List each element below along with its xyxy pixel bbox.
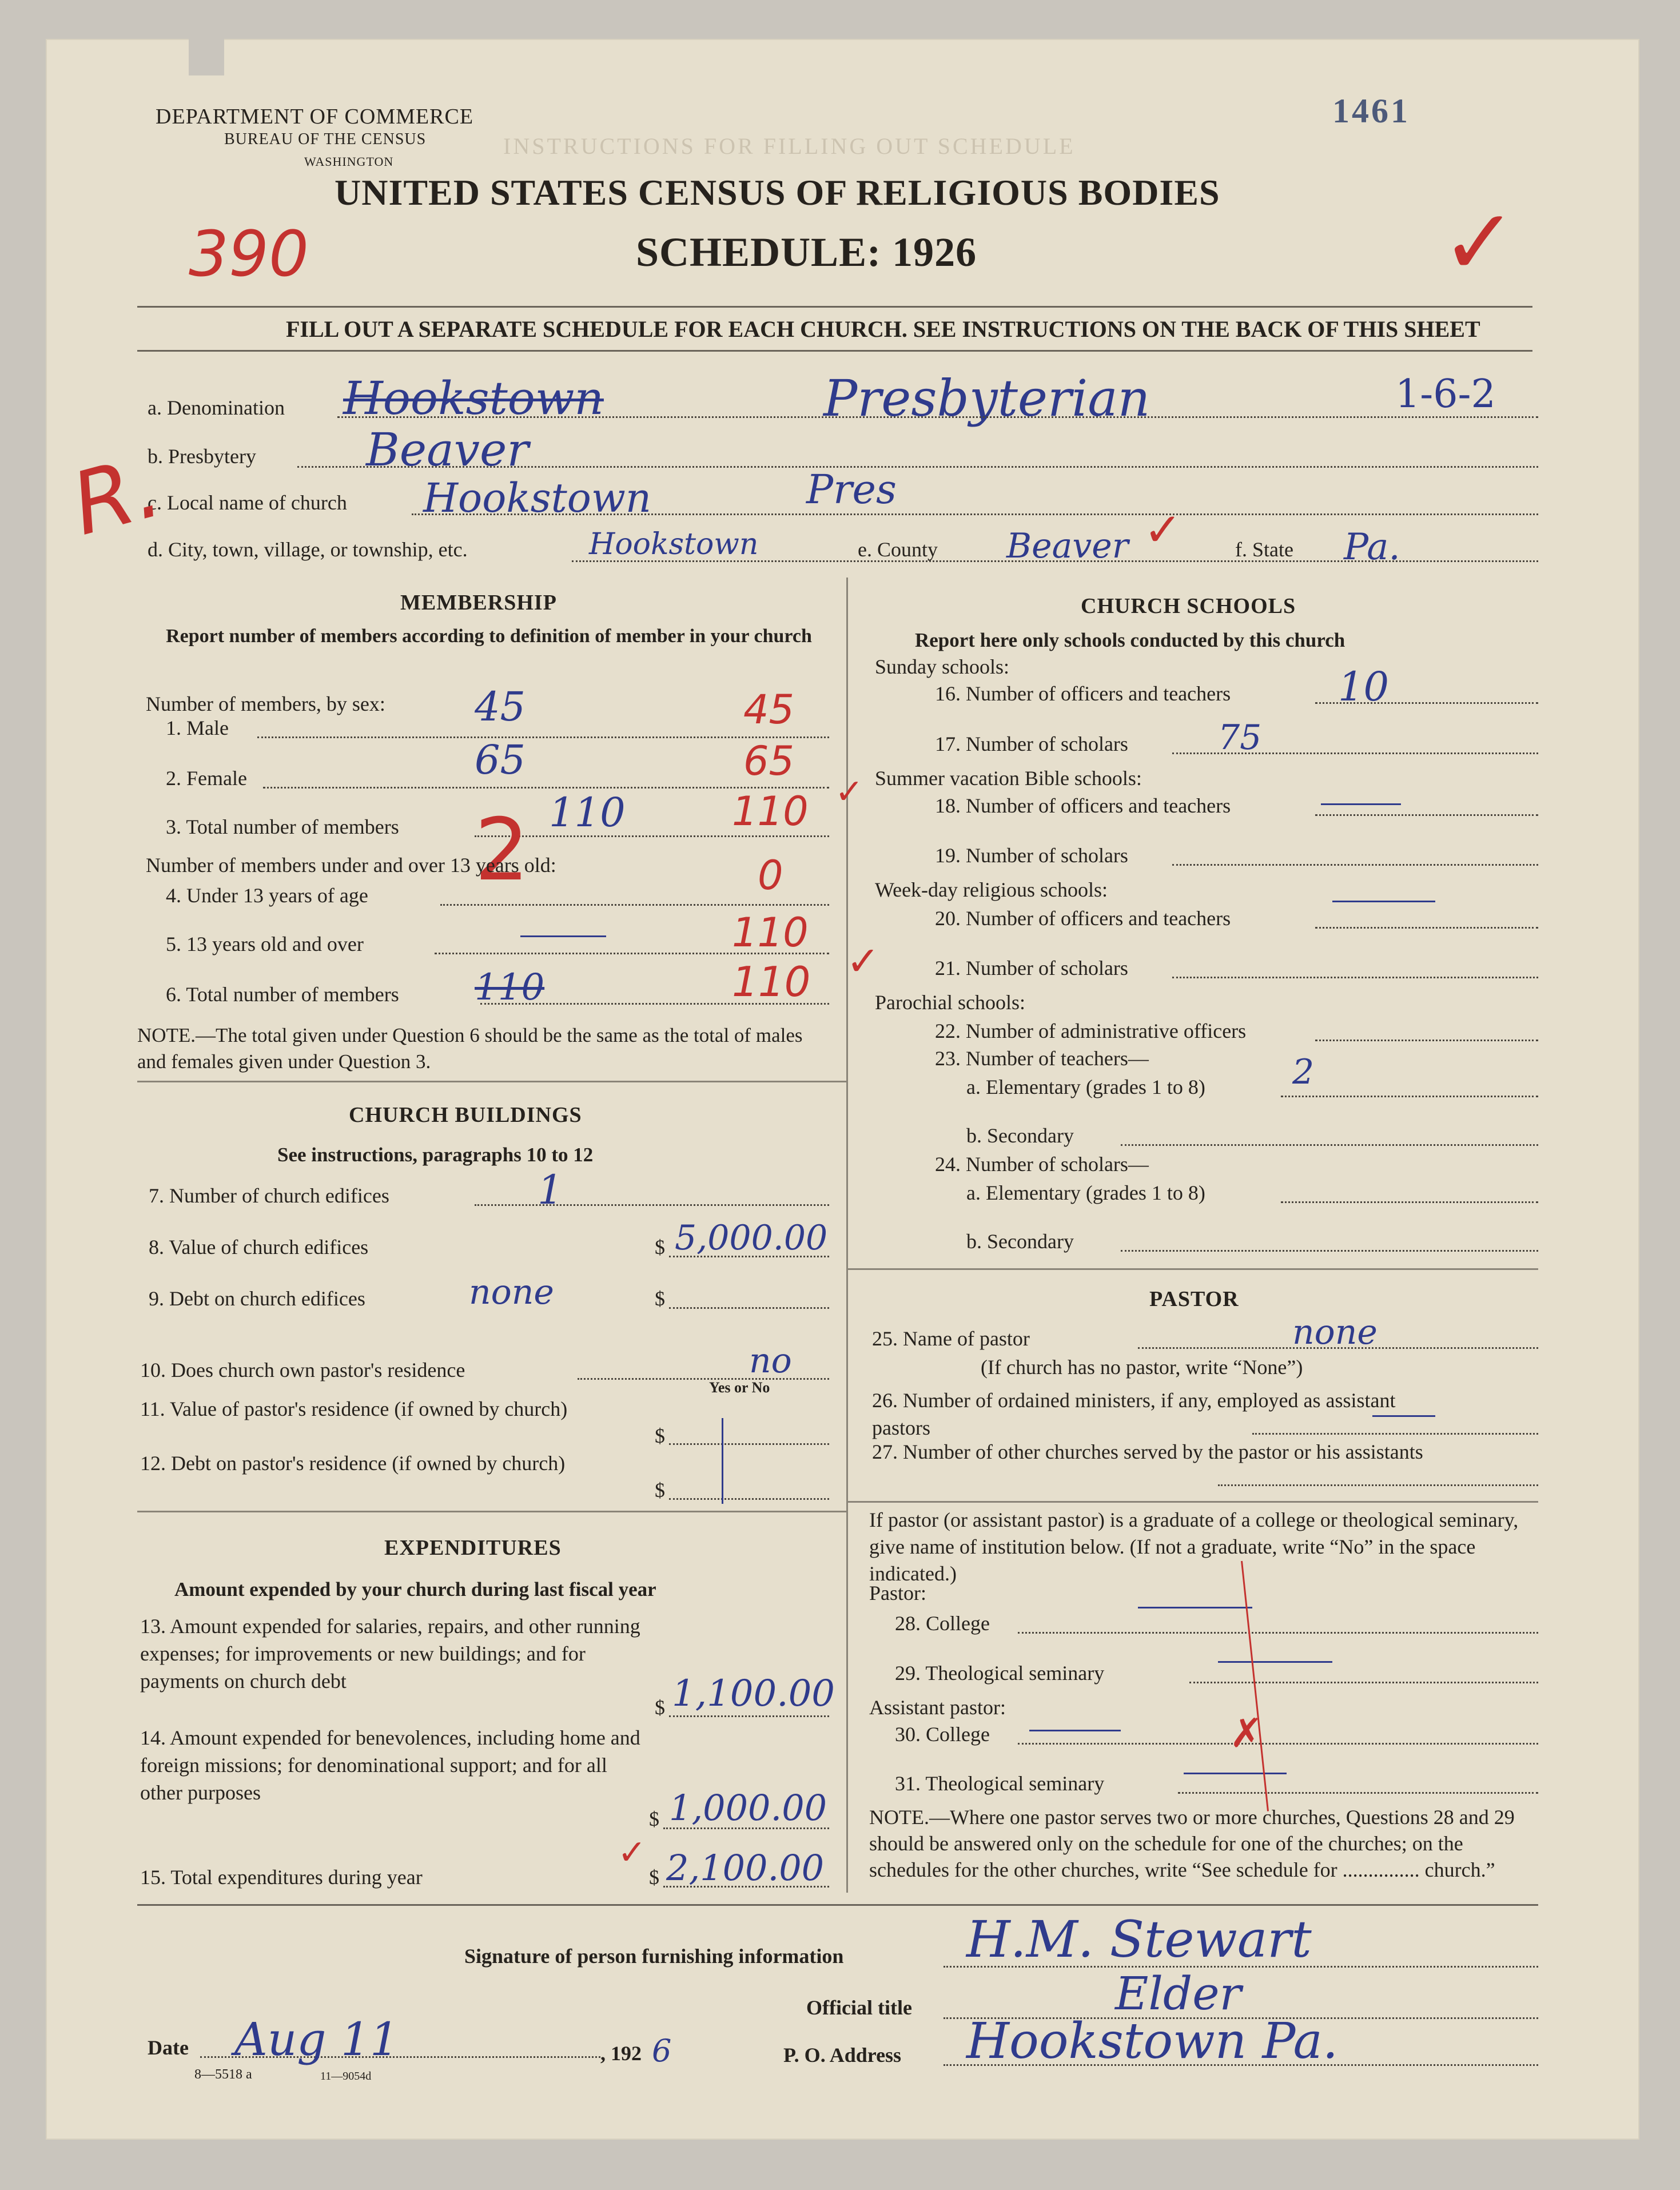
- q28-dash: [1138, 1607, 1252, 1608]
- pastor-rule: [846, 1501, 1538, 1503]
- q3-total-value[interactable]: 110: [549, 789, 626, 836]
- county-red-check: ✓: [1144, 503, 1183, 556]
- q13-value[interactable]: 1,100.00: [672, 1673, 835, 1715]
- q7-label: 7. Number of church edifices: [149, 1184, 389, 1207]
- q25-value[interactable]: none: [1292, 1312, 1378, 1352]
- q1-male-red: 45: [743, 686, 795, 733]
- q4-under13-red: 0: [758, 852, 783, 899]
- denomination-value[interactable]: Presbyterian: [823, 369, 1150, 428]
- q19-line: [1172, 864, 1538, 866]
- q18-line: [1315, 814, 1538, 816]
- presbytery-label: b. Presbytery: [148, 445, 256, 468]
- bureau-name: BUREAU OF THE CENSUS: [224, 130, 427, 148]
- county-value[interactable]: Beaver: [1006, 526, 1129, 566]
- date-value[interactable]: Aug 11: [234, 2013, 399, 2066]
- age-intro-label: Number of members under and over 13 years old:: [146, 854, 556, 877]
- q16-value[interactable]: 10: [1338, 663, 1390, 710]
- q15-label: 15. Total expenditures during year: [140, 1866, 423, 1889]
- q17-label: 17. Number of scholars: [935, 732, 1128, 755]
- date-label: Date: [148, 2036, 189, 2059]
- q31-label: 31. Theological seminary: [895, 1772, 1105, 1795]
- signature-label: Signature of person furnishing information: [464, 1945, 844, 1968]
- q12-line: [669, 1498, 829, 1500]
- q9-value[interactable]: none: [469, 1272, 554, 1312]
- q20-line: [1315, 927, 1538, 929]
- q14-label: 14. Amount expended for benevolences, including home and foreign missions; for denominational support; and for all other purposes: [140, 1726, 640, 1804]
- local-name-line: [412, 513, 1538, 515]
- presbytery-value[interactable]: Beaver: [366, 423, 529, 476]
- members-by-sex-label: Number of members, by sex:: [146, 692, 385, 715]
- q23b-line: [1121, 1144, 1538, 1146]
- pastor-note: NOTE.—Where one pastor serves two or more churches, Questions 28 and 29 should be answered only on the schedule for one of the churches; on the schedules for the other churches, write “See schedule for ............... church.”: [869, 1806, 1515, 1881]
- print-code: 11—9054d: [320, 2070, 372, 2083]
- q18-dash: [1321, 803, 1401, 805]
- q15-dollar: $: [649, 1866, 659, 1889]
- red-check-mark: ✓: [1441, 189, 1518, 296]
- q10-label: 10. Does church own pastor's residence: [140, 1359, 465, 1381]
- q6-total-label: 6. Total number of members: [166, 983, 399, 1006]
- q7-value[interactable]: 1: [538, 1166, 563, 1213]
- q16-label: 16. Number of officers and teachers: [935, 682, 1231, 705]
- q14-dollar: $: [649, 1807, 659, 1830]
- q27-label: 27. Number of other churches served by the pastor or his assistants: [872, 1440, 1423, 1463]
- county-label: e. County: [858, 538, 938, 561]
- q23-label: 23. Number of teachers—: [935, 1047, 1149, 1070]
- q4-line: [440, 904, 829, 906]
- q28-line: [1018, 1632, 1538, 1634]
- q23a-value[interactable]: 2: [1292, 1052, 1315, 1092]
- q26-dash: [1372, 1415, 1435, 1417]
- q24b-label: b. Secondary: [966, 1230, 1074, 1253]
- sunday-schools-label: Sunday schools:: [875, 655, 1010, 678]
- q3-total-label: 3. Total number of members: [166, 815, 399, 838]
- q28-label: 28. College: [895, 1612, 990, 1635]
- city-value[interactable]: Hookstown: [589, 527, 759, 562]
- q12-dollar: $: [655, 1479, 665, 1502]
- q31-line: [1178, 1792, 1538, 1794]
- q26-label: 26. Number of ordained ministers, if any, employed as assistant pastors: [872, 1389, 1396, 1439]
- year-prefix: , 192: [600, 2042, 642, 2065]
- membership-intro: Report number of members according to definition of member in your church: [166, 626, 812, 647]
- rule-bottom: [137, 350, 1532, 352]
- q25-hint: (If church has no pastor, write “None”): [981, 1356, 1303, 1379]
- buildings-heading: CHURCH BUILDINGS: [349, 1103, 582, 1127]
- schools-heading: CHURCH SCHOOLS: [1081, 594, 1296, 618]
- q21-line: [1172, 977, 1538, 978]
- expenditures-heading: EXPENDITURES: [384, 1536, 562, 1560]
- q15-value[interactable]: 2,100.00: [666, 1847, 825, 1889]
- q13-dollar: $: [655, 1696, 665, 1719]
- q29-label: 29. Theological seminary: [895, 1662, 1105, 1685]
- q14-red-tick: ✓: [618, 1833, 647, 1873]
- q2-female-label: 2. Female: [166, 767, 247, 790]
- red-initial: R.: [62, 436, 172, 555]
- q4-under13-label: 4. Under 13 years of age: [166, 884, 368, 907]
- footer-rule: [137, 1904, 1538, 1906]
- q7-line: [475, 1204, 829, 1206]
- presbytery-line: [297, 466, 1538, 468]
- expenditures-intro: Amount expended by your church during last fiscal year: [174, 1578, 656, 1600]
- denomination-crossed-value: Hookstown: [343, 372, 604, 425]
- bureau-city: WASHINGTON: [304, 154, 394, 169]
- q24-label: 24. Number of scholars—: [935, 1153, 1149, 1176]
- year-suffix[interactable]: 6: [652, 2033, 672, 2069]
- official-title-value[interactable]: Elder: [1115, 1967, 1241, 2020]
- q30-dash: [1029, 1730, 1121, 1731]
- state-value[interactable]: Pa.: [1344, 526, 1400, 568]
- q6-total-red: 110: [732, 958, 811, 1006]
- q8-dollar: $: [655, 1236, 665, 1259]
- q6-red-tick: ✓: [846, 938, 880, 985]
- q12-label: 12. Debt on pastor's residence (if owned by church): [140, 1452, 566, 1475]
- pastor-heading: PASTOR: [1149, 1287, 1239, 1311]
- q2-female-red: 65: [743, 738, 795, 785]
- graduate-intro: If pastor (or assistant pastor) is a graduate of a college or theological seminary, give name of institution below. (If not a graduate, write “No” in the space indicated.): [869, 1508, 1519, 1585]
- bleed-through-text: INSTRUCTIONS FOR FILLING OUT SCHEDULE: [503, 133, 1076, 159]
- q24b-line: [1121, 1250, 1538, 1252]
- weekday-schools-label: Week-day religious schools:: [875, 878, 1108, 901]
- q9-line: [669, 1307, 829, 1309]
- q9-label: 9. Debt on church edifices: [149, 1287, 365, 1310]
- po-address-label: P. O. Address: [783, 2044, 902, 2066]
- signature-value[interactable]: H.M. Stewart: [966, 1910, 1312, 1969]
- denomination-label: a. Denomination: [148, 396, 285, 419]
- q22-line: [1315, 1040, 1538, 1041]
- q30-label: 30. College: [895, 1723, 990, 1746]
- buildings-rule: [137, 1511, 846, 1512]
- rule-top: [137, 306, 1532, 308]
- q14-value[interactable]: 1,000.00: [669, 1787, 827, 1829]
- q24a-line: [1281, 1201, 1538, 1203]
- q23a-label: a. Elementary (grades 1 to 8): [966, 1076, 1205, 1098]
- q10-hint: Yes or No: [709, 1379, 770, 1396]
- q23b-label: b. Secondary: [966, 1124, 1074, 1147]
- q13-label: 13. Amount expended for salaries, repairs, and other running expenses; for improvements or new buildings; and for payments on church debt: [140, 1615, 640, 1693]
- q1-male-value[interactable]: 45: [475, 683, 526, 730]
- buildings-intro: See instructions, paragraphs 10 to 12: [277, 1144, 594, 1166]
- q17-value[interactable]: 75: [1218, 718, 1262, 758]
- q21-label: 21. Number of scholars: [935, 957, 1128, 979]
- pastor-subheading: Pastor:: [869, 1582, 927, 1604]
- q20-label: 20. Number of officers and teachers: [935, 907, 1231, 930]
- q26-line: [1252, 1433, 1538, 1435]
- q29-dash: [1218, 1661, 1332, 1663]
- red-circled-mark: 2: [475, 801, 530, 900]
- schools-intro: Report here only schools conducted by this church: [915, 629, 1345, 651]
- form-title: UNITED STATES CENSUS OF RELIGIOUS BODIES: [335, 172, 1220, 213]
- po-address-value[interactable]: Hookstown Pa.: [966, 2013, 1339, 2070]
- denomination-code: 1-6-2: [1395, 372, 1496, 417]
- parochial-schools-label: Parochial schools:: [875, 991, 1025, 1014]
- schools-rule: [846, 1268, 1538, 1270]
- city-line: [572, 560, 1538, 562]
- q29-line: [1189, 1682, 1538, 1683]
- membership-note: NOTE.—The total given under Question 6 should be the same as the total of males and females given under Question 3.: [137, 1024, 803, 1073]
- q11-dollar: $: [655, 1424, 665, 1447]
- q6-total-value[interactable]: 110: [475, 966, 545, 1009]
- department-name: DEPARTMENT OF COMMERCE: [156, 105, 474, 129]
- red-number: 390: [189, 217, 309, 290]
- membership-heading: MEMBERSHIP: [400, 591, 557, 615]
- q31-dash: [1184, 1773, 1287, 1774]
- q13-line: [669, 1715, 829, 1717]
- q30-line: [1018, 1743, 1538, 1745]
- q3-red-tick: ✓: [835, 772, 864, 812]
- q9-dollar: $: [655, 1287, 665, 1310]
- form-number: 8—5518 a: [194, 2067, 252, 2082]
- q24a-label: a. Elementary (grades 1 to 8): [966, 1181, 1205, 1204]
- q2-female-value[interactable]: 65: [475, 736, 526, 783]
- q11-12-dash: [722, 1418, 723, 1504]
- q18-label: 18. Number of officers and teachers: [935, 794, 1231, 817]
- denomination-line: [337, 416, 1538, 418]
- q23a-line: [1281, 1096, 1538, 1097]
- q19-label: 19. Number of scholars: [935, 844, 1128, 867]
- q20-dash: [1332, 901, 1435, 902]
- red-cross-mark: ✗: [1229, 1710, 1263, 1757]
- q5-over13-label: 5. 13 years old and over: [166, 933, 364, 955]
- official-title-label: Official title: [806, 1996, 912, 2019]
- instruction-bar: FILL OUT A SEPARATE SCHEDULE FOR EACH CHURCH. SEE INSTRUCTIONS ON THE BACK OF THIS SHEET: [286, 316, 1480, 342]
- membership-rule: [137, 1081, 846, 1082]
- state-label: f. State: [1235, 538, 1293, 561]
- city-label: d. City, town, village, or township, etc.: [148, 538, 468, 561]
- paper-notch: [189, 38, 224, 75]
- q22-label: 22. Number of administrative officers: [935, 1020, 1247, 1042]
- q10-value[interactable]: no: [749, 1341, 792, 1381]
- q8-value[interactable]: 5,000.00: [675, 1218, 828, 1258]
- summer-schools-label: Summer vacation Bible schools:: [875, 767, 1142, 790]
- local-name-label: c. Local name of church: [148, 491, 347, 514]
- q1-male-label: 1. Male: [166, 716, 229, 739]
- local-name-value-2[interactable]: Pres: [806, 466, 897, 513]
- q5-over13-red: 110: [732, 909, 809, 956]
- q3-total-red: 110: [732, 788, 809, 835]
- q11-label: 11. Value of pastor's residence (if owned by church): [140, 1397, 568, 1420]
- q5-dash: [520, 935, 606, 937]
- q27-line: [1218, 1484, 1538, 1486]
- q11-line: [669, 1443, 829, 1445]
- assistant-pastor-subheading: Assistant pastor:: [869, 1696, 1006, 1719]
- q25-label: 25. Name of pastor: [872, 1327, 1030, 1350]
- local-name-value[interactable]: Hookstown: [423, 475, 651, 521]
- stamp-number: 1461: [1332, 92, 1410, 130]
- q8-label: 8. Value of church edifices: [149, 1236, 369, 1259]
- schedule-year: SCHEDULE: 1926: [636, 229, 977, 275]
